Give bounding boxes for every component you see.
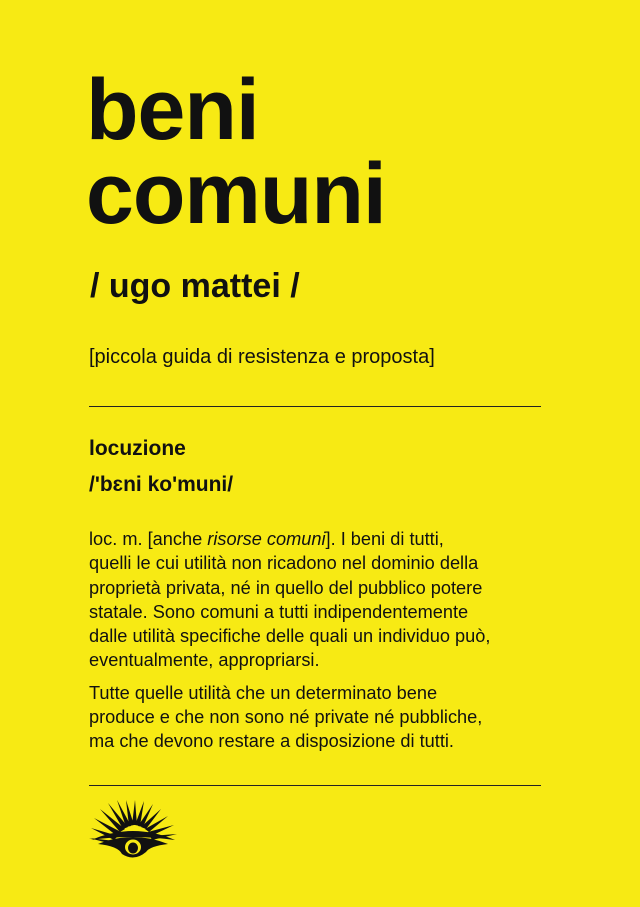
- definition-text: [89, 527, 559, 762]
- pronunciation: /'bɛni ko'muni/: [89, 473, 234, 496]
- author-name: / ugo mattei /: [90, 267, 300, 305]
- title-line-2: comuni: [86, 146, 386, 242]
- definition-first-line: [89, 527, 559, 551]
- book-title: [86, 62, 386, 242]
- definition-line: Tutte quelle utilità che un determinato bene: [89, 682, 438, 703]
- definition-line: dalle utilità specifiche delle quali un individuo può,: [89, 626, 491, 647]
- title-line-1: beni: [86, 62, 259, 158]
- definition-line: quelli le cui utilità non ricadono nel dominio della: [89, 553, 479, 574]
- definition-line: proprietà privata, né in quello del pubblico potere: [89, 577, 483, 598]
- top-divider: [89, 406, 541, 407]
- definition-line: produce e che non sono né private né pubbliche,: [89, 707, 483, 728]
- definition-prefix: loc. m. [anche: [89, 529, 208, 549]
- bottom-divider: [89, 785, 541, 786]
- book-subtitle: [piccola guida di resistenza e proposta]: [89, 346, 435, 368]
- definition-paragraph-1: [89, 527, 559, 673]
- definition-italic-term: risorse comuni: [207, 529, 326, 549]
- definition-line: eventualmente, appropriarsi.: [89, 650, 320, 671]
- definition-line: ma che devono restare a disposizione di tutti.: [89, 731, 454, 752]
- sunburst-eye-logo-icon: [88, 800, 178, 862]
- definition-paragraph-2: [89, 681, 559, 754]
- definition-line: statale. Sono comuni a tutti indipendentemente: [89, 601, 469, 622]
- entry-type-label: locuzione: [89, 437, 186, 460]
- definition-first-line-end: ]. I beni di tutti,: [325, 529, 444, 549]
